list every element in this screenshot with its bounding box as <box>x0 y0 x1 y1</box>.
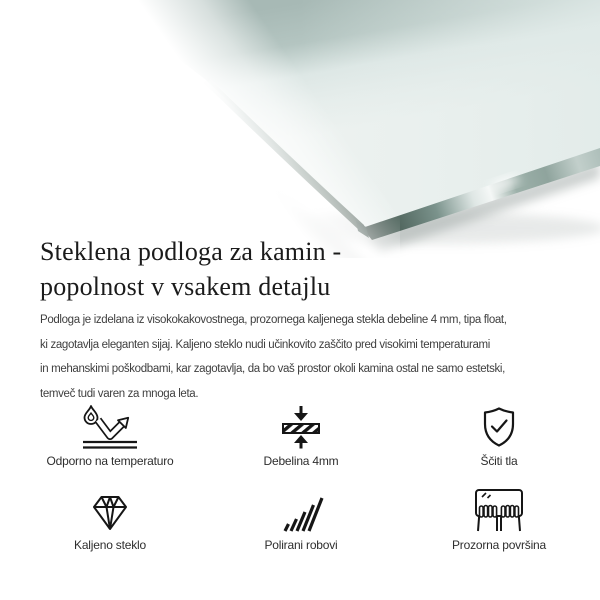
description-line: in mehanskimi poškodbami, kar zagotavlja, da bo vaš prostor okoli kamina ostal ne samo estetski, <box>40 363 505 375</box>
feature-label: Polirani robovi <box>264 538 338 552</box>
description-line: Podloga je izdelana iz visokokakovostnega, prozornega kaljenega stekla debeline 4 mm, tipa float, <box>40 314 507 326</box>
temperature-resistant-icon <box>10 403 210 449</box>
transparent-surface-hands-icon <box>399 487 599 533</box>
feature-label: Ščiti tla <box>480 454 518 468</box>
feature-temperature-resistant <box>10 403 210 469</box>
feature-label: Prozorna površina <box>452 538 546 552</box>
feature-label: Kaljeno steklo <box>74 538 146 552</box>
shield-check-icon <box>399 403 599 449</box>
polished-edges-icon <box>201 487 401 533</box>
glass-sheet-illustration <box>0 0 600 258</box>
product-description <box>40 308 585 406</box>
title-line-2: popolnost v vsakem detajlu <box>40 272 331 301</box>
title-line-1: Steklena podloga za kamin - <box>40 237 342 266</box>
hero-image <box>0 0 600 258</box>
feature-polished-edges <box>201 487 401 553</box>
feature-label: Odporno na temperaturo <box>46 454 174 468</box>
feature-label: Debelina 4mm <box>263 454 339 468</box>
tempered-glass-diamond-icon <box>10 487 210 533</box>
thickness-4mm-icon <box>201 403 401 449</box>
page-title <box>40 234 341 304</box>
description-line: temveč tudi varen za mnoga leta. <box>40 387 199 400</box>
feature-thickness-4mm <box>201 403 401 469</box>
feature-protects-floor <box>399 403 599 469</box>
feature-tempered-glass <box>10 487 210 553</box>
description-line: ki zagotavlja eleganten sijaj. Kaljeno steklo nudi učinkovito zaščito pred visokimi temperaturami <box>40 338 490 351</box>
feature-transparent-surface <box>399 487 599 553</box>
